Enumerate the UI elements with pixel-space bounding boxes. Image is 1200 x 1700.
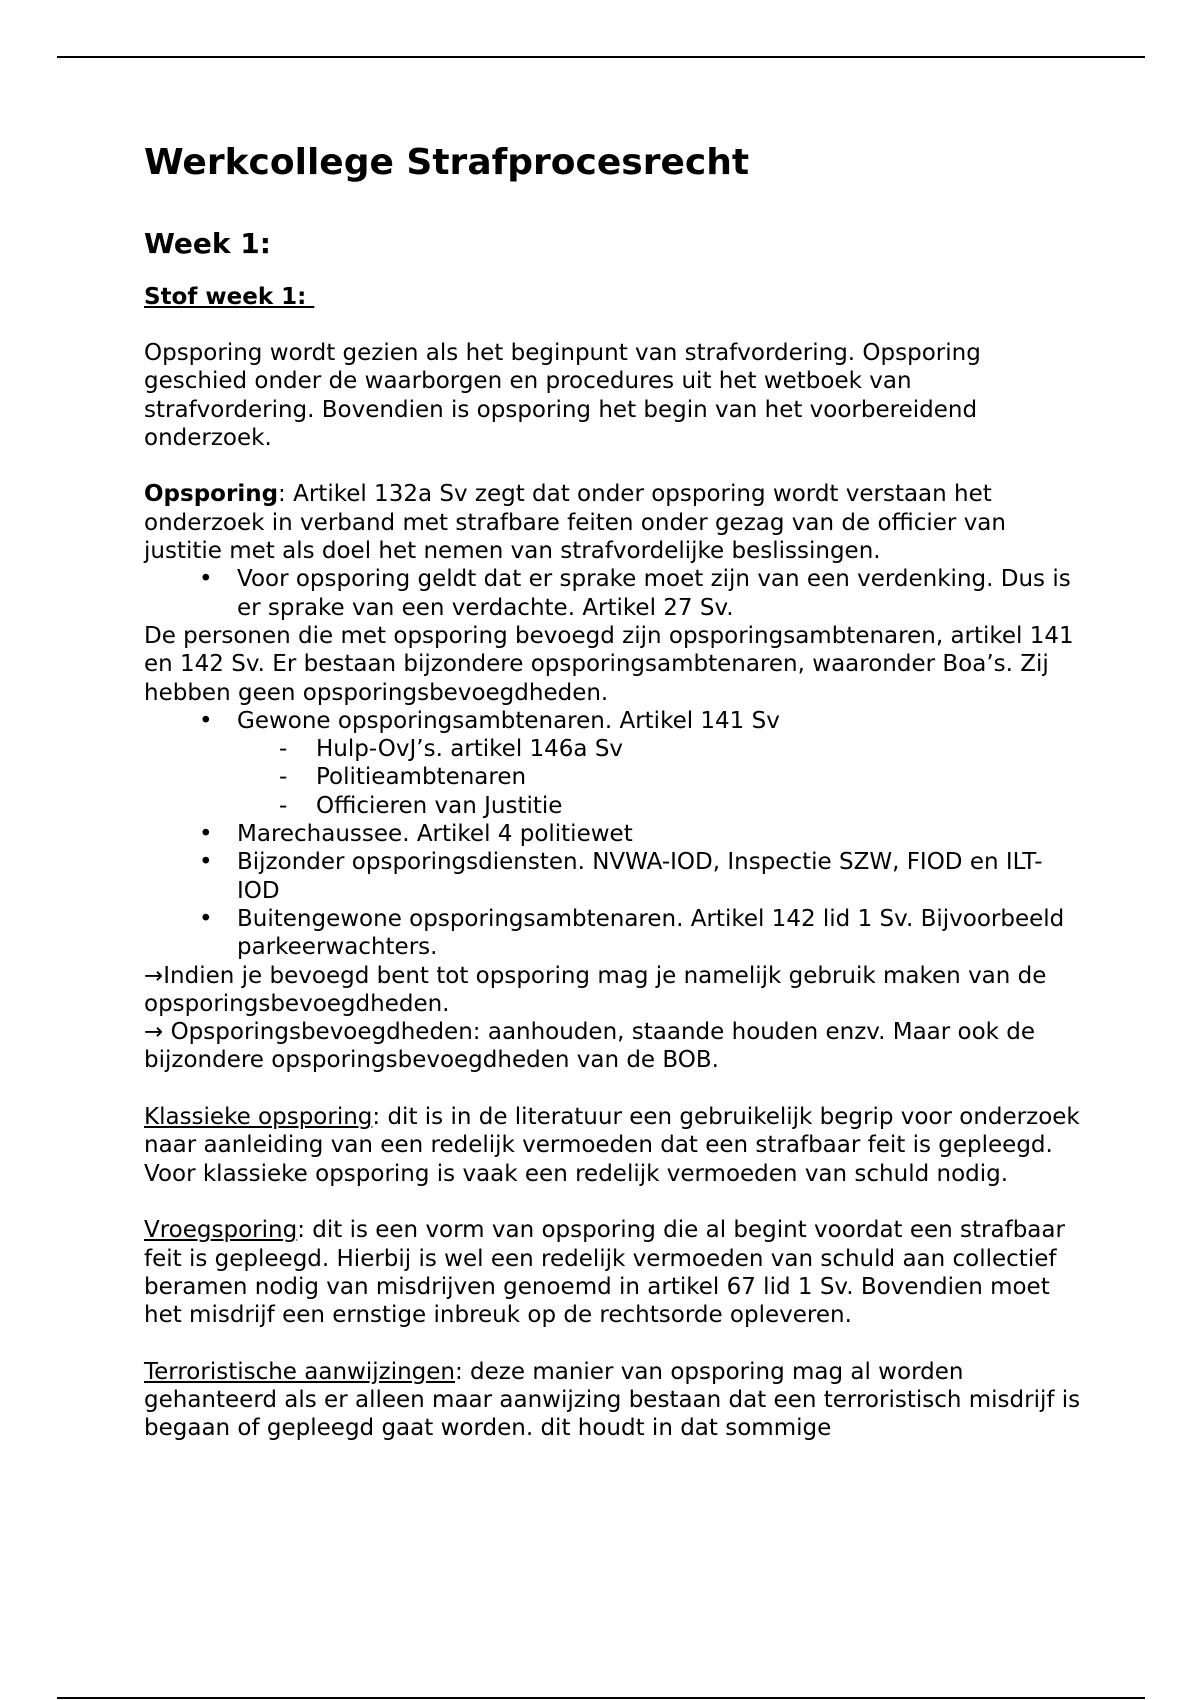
header-rule: [57, 56, 1145, 58]
vroegsporing-text: : dit is een vorm van opsporing die al begint voordat een strafbaar feit is gepleegd. Hierbij is wel een redelijk vermoeden van schuld aan collectief beramen nodig van misdrijven genoemd in artikel 67 lid 1 Sv. Bovendien moet het misdrijf een ernstige inbreuk op de rechtsorde opleveren.: [144, 1217, 1065, 1329]
klassieke-opsporing-text: : dit is in de literatuur een gebruikelijk begrip voor onderzoek naar aanleiding van een redelijk vermoeden dat een strafbaar feit is gepleegd. Voor klassieke opsporing is vaak een redelijk vermoeden van schuld nodig.: [144, 1104, 1080, 1187]
terroristische-aanwijzingen-text: : deze manier van opsporing mag al worden gehanteerd als er alleen maar aanwijzing bestaan dat een terroristisch misdrijf is begaan of gepleegd gaat worden. dit houdt in dat sommige: [144, 1358, 1081, 1442]
list-item-text: Gewone opsporingsambtenaren. Artikel 141 Sv: [237, 707, 780, 734]
footer-rule: [57, 1697, 1145, 1699]
opsporing-paragraph: [144, 480, 1084, 565]
subheading: Stof week 1:: [144, 284, 315, 310]
terroristische-aanwijzingen-paragraph: [144, 1358, 1084, 1443]
list-item: • Buitengewone opsporingsambtenaren. Artikel 142 lid 1 Sv. Bijvoorbeeld parkeerwachters.: [144, 905, 1084, 962]
klassieke-opsporing-paragraph: [144, 1103, 1084, 1188]
list-item: • Bijzonder opsporingsdiensten. NVWA-IOD, Inspectie SZW, FIOD en ILT-IOD: [144, 848, 1084, 905]
sub-list-item: - Hulp-OvJ’s. artikel 146a Sv: [144, 735, 1084, 763]
arrow-line: → Opsporingsbevoegdheden: aanhouden, staande houden enzv. Maar ook de bijzondere opsporingsbevoegdheden van de BOB.: [144, 1019, 1036, 1074]
opsporing-term: Opsporing: [144, 481, 279, 508]
terroristische-aanwijzingen-term: Terroristische aanwijzingen: [144, 1358, 455, 1385]
sub-list-item: - Politieambtenaren: [144, 763, 1084, 791]
sub-list: [237, 735, 1084, 820]
sub-list-item: - Officieren van Justitie: [144, 792, 1084, 820]
list-item: [144, 707, 1084, 820]
list-item: • Voor opsporing geldt dat er sprake moet zijn van een verdenking. Dus is er sprake van een verdachte. Artikel 27 Sv.: [144, 565, 1084, 622]
opsporing-list: [144, 565, 1084, 622]
vroegsporing-term: Vroegsporing: [144, 1217, 298, 1244]
vroegsporing-paragraph: [144, 1216, 1084, 1329]
intro-paragraph: Opsporing wordt gezien als het beginpunt van strafvordering. Opsporing geschied onder de waarborgen en procedures uit het wetboek van strafvordering. Bovendien is opsporing het begin van het voorbereidend onderzoek.: [144, 340, 981, 451]
list-item: • Marechaussee. Artikel 4 politiewet: [144, 820, 1084, 848]
document-title: Werkcollege Strafprocesrecht: [144, 142, 750, 183]
opsporing-text: : Artikel 132a Sv zegt dat onder opsporing wordt verstaan het onderzoek in verband met strafbare feiten onder gezag van de officier van justitie met als doel het nemen van strafvordelijke beslissingen.: [144, 481, 1006, 565]
personen-list: [144, 707, 1084, 962]
arrow-line: →Indien je bevoegd bent tot opsporing mag je namelijk gebruik maken van de opsporingsbevoegdheden.: [144, 962, 1047, 1017]
document-body: [144, 137, 1084, 1443]
klassieke-opsporing-term: Klassieke opsporing: [144, 1104, 373, 1131]
personen-paragraph: De personen die met opsporing bevoegd zijn opsporingsambtenaren, artikel 141 en 142 Sv. Er bestaan bijzondere opsporingsambtenaren, waaronder Boa’s. Zij hebben geen opsporingsbevoegdheden.: [144, 622, 1074, 706]
week-heading: Week 1:: [144, 227, 271, 260]
